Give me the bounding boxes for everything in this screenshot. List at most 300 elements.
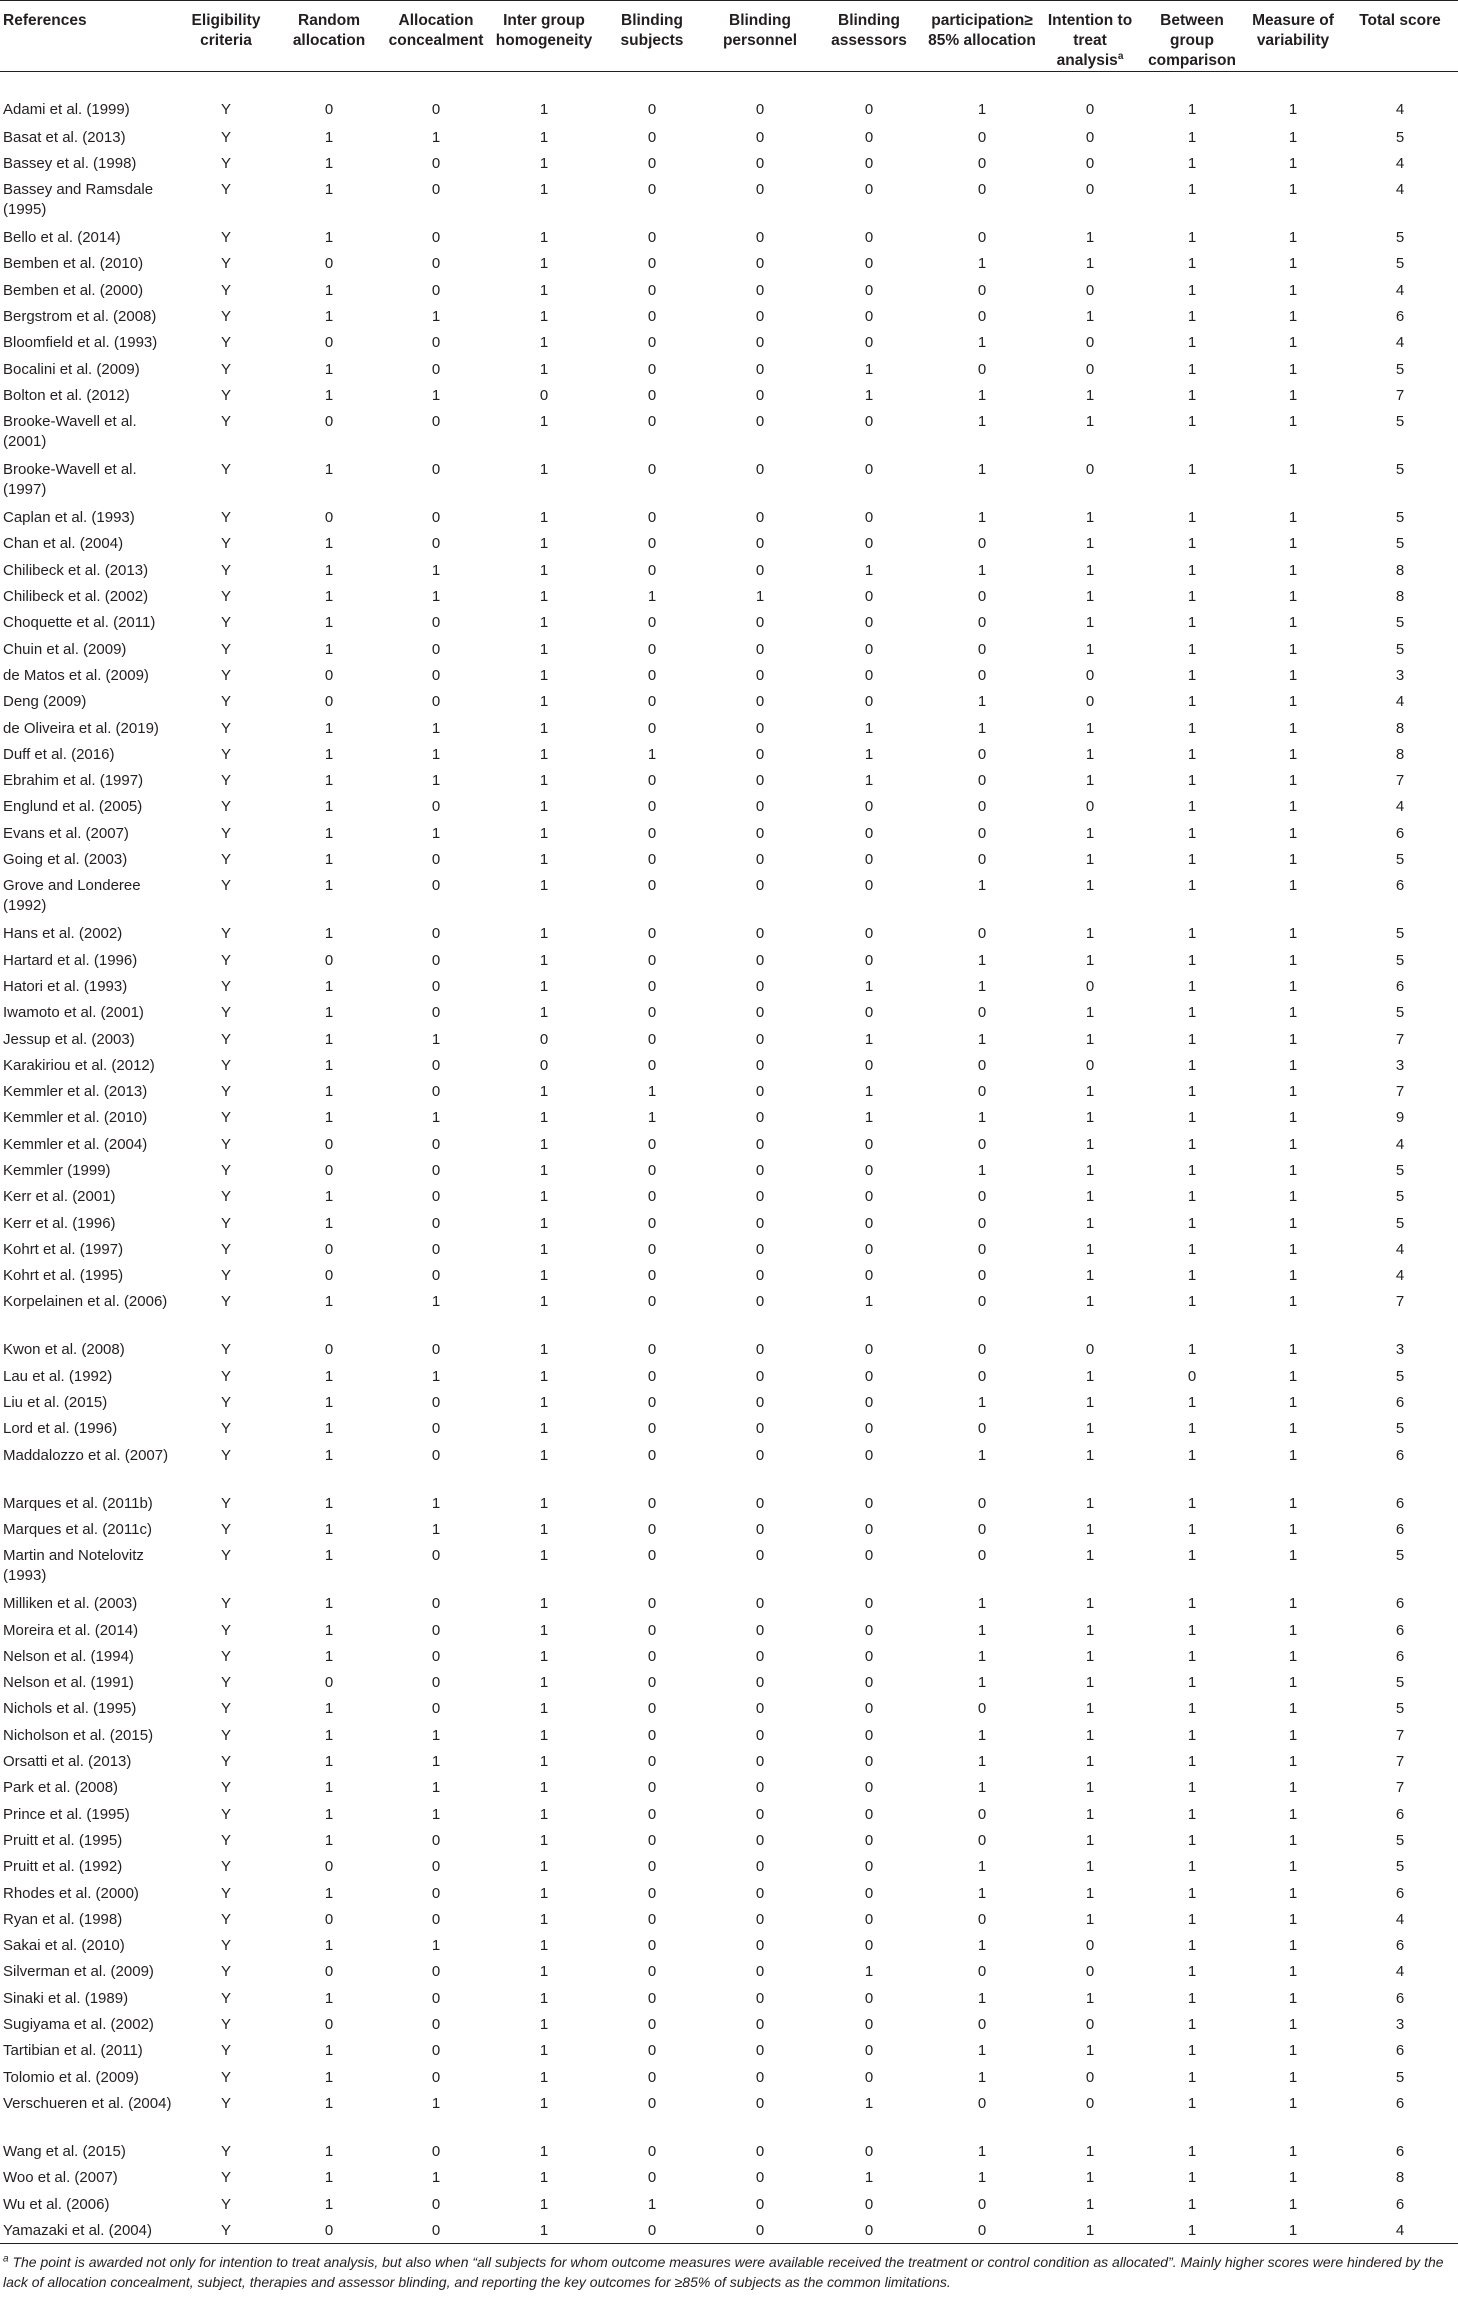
blinding-assessors-cell: 0 <box>864 1910 874 1928</box>
participation-85-cell: 0 <box>977 1293 987 1311</box>
blinding-assessors-cell: 0 <box>864 1367 874 1385</box>
random-allocation-cell: 1 <box>324 128 334 146</box>
blinding-personnel-cell: 0 <box>755 1700 765 1718</box>
blinding-personnel-cell: 0 <box>755 2068 765 2086</box>
eligibility-criteria-cell: Y <box>220 1188 231 1206</box>
total-score-cell: 4 <box>1395 693 1405 711</box>
reference-cell: de Oliveira et al. (2019) <box>3 719 159 737</box>
blinding-subjects-cell: 0 <box>647 877 657 895</box>
table-row <box>0 2191 1458 2217</box>
eligibility-criteria-cell: Y <box>220 334 231 352</box>
blinding-assessors-cell: 1 <box>864 1293 874 1311</box>
allocation-concealment-cell: 1 <box>431 2094 441 2112</box>
inter-group-homogeneity-cell: 0 <box>539 1030 549 1048</box>
blinding-subjects-cell: 0 <box>647 413 657 431</box>
random-allocation-cell: 0 <box>324 951 334 969</box>
between-group-comparison-cell: 1 <box>1187 535 1197 553</box>
blinding-personnel-cell: 0 <box>755 1831 765 1849</box>
participation-85-cell: 0 <box>977 1267 987 1285</box>
allocation-concealment-cell: 0 <box>431 1858 441 1876</box>
blinding-assessors-cell: 0 <box>864 181 874 199</box>
total-score-cell: 6 <box>1395 2142 1405 2160</box>
eligibility-criteria-cell: Y <box>220 851 231 869</box>
blinding-personnel-cell: 0 <box>755 2221 765 2239</box>
blinding-personnel-cell: 0 <box>755 824 765 842</box>
inter-group-homogeneity-cell: 1 <box>539 334 549 352</box>
total-score-cell: 6 <box>1395 2094 1405 2112</box>
inter-group-homogeneity-cell: 1 <box>539 154 549 172</box>
inter-group-homogeneity-cell: 1 <box>539 535 549 553</box>
blinding-assessors-cell: 0 <box>864 1162 874 1179</box>
blinding-personnel-cell: 0 <box>755 745 765 763</box>
blinding-subjects-cell: 0 <box>647 640 657 658</box>
eligibility-criteria-cell: Y <box>220 614 231 632</box>
between-group-comparison-cell: 1 <box>1187 2169 1197 2187</box>
random-allocation-cell: 1 <box>324 181 334 199</box>
between-group-comparison-cell: 1 <box>1187 307 1197 325</box>
table-row <box>0 1853 1458 1879</box>
participation-85-cell: 1 <box>977 101 987 118</box>
header-participation-85 <box>924 1 1040 72</box>
total-score-cell: 6 <box>1395 1884 1405 1902</box>
participation-85-cell: 1 <box>977 509 987 527</box>
between-group-comparison-cell: 1 <box>1187 877 1197 895</box>
header-blinding-subjects <box>598 1 706 72</box>
intention-to-treat-cell: 1 <box>1085 1240 1095 1258</box>
total-score-cell: 4 <box>1395 1135 1405 1153</box>
intention-to-treat-cell: 1 <box>1085 1753 1095 1771</box>
intention-to-treat-cell: 1 <box>1085 1135 1095 1153</box>
total-score-cell: 7 <box>1395 772 1405 790</box>
blinding-subjects-cell: 0 <box>647 229 657 247</box>
allocation-concealment-cell: 0 <box>431 181 441 199</box>
measure-of-variability-cell: 1 <box>1288 2195 1298 2213</box>
allocation-concealment-cell: 0 <box>431 2142 441 2160</box>
blinding-subjects-cell: 0 <box>647 1779 657 1797</box>
participation-85-cell: 0 <box>977 181 987 199</box>
blinding-assessors-cell: 0 <box>864 1135 874 1153</box>
blinding-subjects-cell: 0 <box>647 181 657 199</box>
allocation-concealment-cell: 1 <box>431 772 441 790</box>
table-row <box>0 741 1458 767</box>
total-score-cell: 3 <box>1395 1341 1405 1359</box>
intention-to-treat-cell: 1 <box>1085 824 1095 842</box>
participation-85-cell: 1 <box>977 1884 987 1902</box>
table-row <box>0 715 1458 741</box>
eligibility-criteria-cell: Y <box>220 877 231 895</box>
blinding-personnel-cell: 0 <box>755 561 765 579</box>
participation-85-cell: 0 <box>977 2094 987 2112</box>
inter-group-homogeneity-cell: 1 <box>539 2142 549 2160</box>
measure-of-variability-cell: 1 <box>1288 1214 1298 1232</box>
blinding-personnel-cell: 0 <box>755 1214 765 1232</box>
intention-to-treat-cell: 1 <box>1085 1030 1095 1048</box>
total-score-cell: 5 <box>1395 1367 1405 1385</box>
measure-of-variability-cell: 1 <box>1288 1779 1298 1797</box>
measure-of-variability-cell: 1 <box>1288 2042 1298 2060</box>
intention-to-treat-cell: 0 <box>1085 281 1095 299</box>
eligibility-criteria-cell: Y <box>220 2042 231 2060</box>
eligibility-criteria-cell: Y <box>220 1083 231 1101</box>
allocation-concealment-cell: 0 <box>431 1240 441 1258</box>
blinding-assessors-cell: 0 <box>864 307 874 325</box>
blinding-personnel-cell: 0 <box>755 334 765 352</box>
measure-of-variability-cell: 1 <box>1288 1621 1298 1639</box>
measure-of-variability-cell: 1 <box>1288 413 1298 431</box>
between-group-comparison-cell: 1 <box>1187 1520 1197 1538</box>
random-allocation-cell: 1 <box>324 1394 334 1412</box>
intention-to-treat-cell: 1 <box>1085 1700 1095 1718</box>
random-allocation-cell: 1 <box>324 229 334 247</box>
random-allocation-cell: 0 <box>324 101 334 118</box>
eligibility-criteria-cell: Y <box>220 1963 231 1981</box>
blinding-personnel-cell: 0 <box>755 798 765 816</box>
between-group-comparison-cell: 0 <box>1187 1367 1197 1385</box>
measure-of-variability-cell: 1 <box>1288 1188 1298 1206</box>
allocation-concealment-cell: 0 <box>431 1420 441 1438</box>
header-label: Allocation concealment <box>388 12 484 49</box>
between-group-comparison-cell: 1 <box>1187 1162 1197 1179</box>
random-allocation-cell: 1 <box>324 281 334 299</box>
between-group-comparison-cell: 1 <box>1187 1937 1197 1955</box>
total-score-cell: 5 <box>1395 535 1405 553</box>
blinding-personnel-cell: 0 <box>755 1240 765 1258</box>
total-score-cell: 5 <box>1395 413 1405 431</box>
blinding-assessors-cell: 0 <box>864 951 874 969</box>
intention-to-treat-cell: 0 <box>1085 461 1095 479</box>
allocation-concealment-cell: 0 <box>431 255 441 273</box>
measure-of-variability-cell: 1 <box>1288 1240 1298 1258</box>
random-allocation-cell: 1 <box>324 614 334 632</box>
measure-of-variability-cell: 1 <box>1288 772 1298 790</box>
intention-to-treat-cell: 0 <box>1085 977 1095 995</box>
intention-to-treat-cell: 1 <box>1085 951 1095 969</box>
participation-85-cell: 1 <box>977 1937 987 1955</box>
inter-group-homogeneity-cell: 1 <box>539 640 549 658</box>
allocation-concealment-cell: 1 <box>431 1293 441 1311</box>
allocation-concealment-cell: 1 <box>431 1779 441 1797</box>
participation-85-cell: 1 <box>977 977 987 995</box>
random-allocation-cell: 1 <box>324 1989 334 2007</box>
between-group-comparison-cell: 1 <box>1187 693 1197 711</box>
random-allocation-cell: 1 <box>324 1214 334 1232</box>
total-score-cell: 7 <box>1395 1293 1405 1311</box>
inter-group-homogeneity-cell: 1 <box>539 1494 549 1512</box>
eligibility-criteria-cell: Y <box>220 951 231 969</box>
blinding-personnel-cell: 0 <box>755 2042 765 2060</box>
blinding-assessors-cell: 0 <box>864 851 874 869</box>
intention-to-treat-cell: 0 <box>1085 128 1095 146</box>
participation-85-cell: 0 <box>977 925 987 943</box>
total-score-cell: 6 <box>1395 2195 1405 2213</box>
blinding-personnel-cell: 0 <box>755 1367 765 1385</box>
eligibility-criteria-cell: Y <box>220 719 231 737</box>
table-row <box>0 1958 1458 1984</box>
intention-to-treat-cell: 0 <box>1085 2068 1095 2086</box>
intention-to-treat-cell: 1 <box>1085 509 1095 527</box>
intention-to-treat-cell: 1 <box>1085 1293 1095 1311</box>
table-row <box>0 2138 1458 2164</box>
random-allocation-cell: 1 <box>324 2068 334 2086</box>
total-score-cell: 6 <box>1395 1647 1405 1665</box>
inter-group-homogeneity-cell: 1 <box>539 1884 549 1902</box>
table-row <box>0 973 1458 999</box>
blinding-subjects-cell: 0 <box>647 1520 657 1538</box>
inter-group-homogeneity-cell: 1 <box>539 1831 549 1849</box>
header-label: References <box>3 12 87 29</box>
random-allocation-cell: 1 <box>324 535 334 553</box>
reference-cell: Marques et al. (2011c) <box>3 1520 152 1538</box>
header-eligibility-criteria <box>176 1 276 72</box>
random-allocation-cell: 0 <box>324 1910 334 1928</box>
measure-of-variability-cell: 1 <box>1288 2094 1298 2112</box>
blinding-personnel-cell: 0 <box>755 1135 765 1153</box>
random-allocation-cell: 1 <box>324 561 334 579</box>
random-allocation-cell: 0 <box>324 693 334 711</box>
eligibility-criteria-cell: Y <box>220 1520 231 1538</box>
inter-group-homogeneity-cell: 1 <box>539 693 549 711</box>
eligibility-criteria-cell: Y <box>220 535 231 553</box>
measure-of-variability-cell: 1 <box>1288 851 1298 869</box>
between-group-comparison-cell: 1 <box>1187 2142 1197 2160</box>
intention-to-treat-cell: 1 <box>1085 925 1095 943</box>
allocation-concealment-cell: 1 <box>431 588 441 606</box>
footnote-text: The point is awarded not only for intention to treat analysis, but also when “all subjects for whom outcome measures were available received the treatment or control condition as allocated”. Mainly higher scores were hindered by the lack of allocation concealment, subject, therapies and assessor blinding, and reporting the key outcomes for ≥85% of subjects as the common limitations. <box>3 2253 1444 2290</box>
total-score-cell: 5 <box>1395 509 1405 527</box>
measure-of-variability-cell: 1 <box>1288 1056 1298 1074</box>
measure-of-variability-cell: 1 <box>1288 1700 1298 1718</box>
random-allocation-cell: 1 <box>324 877 334 895</box>
participation-85-cell: 1 <box>977 386 987 404</box>
random-allocation-cell: 1 <box>324 925 334 943</box>
participation-85-cell: 1 <box>977 693 987 711</box>
header-label: Blinding subjects <box>620 12 684 49</box>
random-allocation-cell: 1 <box>324 1520 334 1538</box>
eligibility-criteria-cell: Y <box>220 360 231 378</box>
blinding-personnel-cell: 0 <box>755 1056 765 1074</box>
eligibility-criteria-cell: Y <box>220 1595 231 1613</box>
random-allocation-cell: 0 <box>324 334 334 352</box>
blinding-assessors-cell: 0 <box>864 588 874 606</box>
blinding-personnel-cell: 0 <box>755 1910 765 1928</box>
participation-85-cell: 1 <box>977 1595 987 1613</box>
inter-group-homogeneity-cell: 1 <box>539 2094 549 2112</box>
eligibility-criteria-cell: Y <box>220 1162 231 1179</box>
random-allocation-cell: 1 <box>324 745 334 763</box>
participation-85-cell: 0 <box>977 1188 987 1206</box>
blinding-assessors-cell: 0 <box>864 1004 874 1022</box>
table-row <box>0 999 1458 1025</box>
random-allocation-cell: 1 <box>324 1753 334 1771</box>
inter-group-homogeneity-cell: 1 <box>539 413 549 431</box>
total-score-cell: 5 <box>1395 1831 1405 1849</box>
eligibility-criteria-cell: Y <box>220 745 231 763</box>
participation-85-cell: 0 <box>977 1494 987 1512</box>
between-group-comparison-cell: 1 <box>1187 1240 1197 1258</box>
table-row <box>0 609 1458 635</box>
eligibility-criteria-cell: Y <box>220 255 231 273</box>
intention-to-treat-cell: 1 <box>1085 1367 1095 1385</box>
blinding-subjects-cell: 0 <box>647 2094 657 2112</box>
eligibility-criteria-cell: Y <box>220 2068 231 2086</box>
total-score-cell: 6 <box>1395 877 1405 895</box>
blinding-subjects-cell: 0 <box>647 509 657 527</box>
blinding-assessors-cell: 0 <box>864 1188 874 1206</box>
blinding-subjects-cell: 0 <box>647 719 657 737</box>
allocation-concealment-cell: 1 <box>431 1367 441 1385</box>
eligibility-criteria-cell: Y <box>220 666 231 684</box>
table-row <box>0 1288 1458 1336</box>
total-score-cell: 7 <box>1395 1083 1405 1101</box>
reference-cell: Jessup et al. (2003) <box>3 1030 135 1048</box>
total-score-cell: 5 <box>1395 255 1405 273</box>
blinding-personnel-cell: 0 <box>755 281 765 299</box>
between-group-comparison-cell: 1 <box>1187 1674 1197 1692</box>
between-group-comparison-cell: 1 <box>1187 334 1197 352</box>
reference-cell: Bassey et al. (1998) <box>3 154 137 172</box>
blinding-subjects-cell: 0 <box>647 798 657 816</box>
allocation-concealment-cell: 0 <box>431 413 441 431</box>
between-group-comparison-cell: 1 <box>1187 1109 1197 1127</box>
blinding-assessors-cell: 0 <box>864 640 874 658</box>
blinding-personnel-cell: 0 <box>755 640 765 658</box>
blinding-assessors-cell: 0 <box>864 154 874 172</box>
random-allocation-cell: 1 <box>324 1884 334 1902</box>
inter-group-homogeneity-cell: 1 <box>539 1214 549 1232</box>
intention-to-treat-cell: 1 <box>1085 1162 1095 1179</box>
participation-85-cell: 1 <box>977 877 987 895</box>
allocation-concealment-cell: 0 <box>431 1135 441 1153</box>
table-row <box>0 1363 1458 1389</box>
inter-group-homogeneity-cell: 1 <box>539 2068 549 2086</box>
intention-to-treat-cell: 1 <box>1085 255 1095 273</box>
blinding-assessors-cell: 0 <box>864 1547 874 1565</box>
blinding-personnel-cell: 0 <box>755 1109 765 1127</box>
reference-cell: Lord et al. (1996) <box>3 1420 118 1438</box>
random-allocation-cell: 1 <box>324 154 334 172</box>
random-allocation-cell: 1 <box>324 1188 334 1206</box>
between-group-comparison-cell: 1 <box>1187 824 1197 842</box>
eligibility-criteria-cell: Y <box>220 1858 231 1876</box>
intention-to-treat-cell: 1 <box>1085 1884 1095 1902</box>
intention-to-treat-cell: 1 <box>1085 772 1095 790</box>
blinding-subjects-cell: 0 <box>647 255 657 273</box>
blinding-personnel-cell: 0 <box>755 925 765 943</box>
blinding-subjects-cell: 0 <box>647 2068 657 2086</box>
intention-to-treat-cell: 1 <box>1085 229 1095 247</box>
intention-to-treat-cell: 1 <box>1085 1267 1095 1285</box>
participation-85-cell: 1 <box>977 1647 987 1665</box>
participation-85-cell: 0 <box>977 1805 987 1823</box>
intention-to-treat-cell: 0 <box>1085 1937 1095 1955</box>
between-group-comparison-cell: 1 <box>1187 1831 1197 1849</box>
inter-group-homogeneity-cell: 1 <box>539 719 549 737</box>
allocation-concealment-cell: 0 <box>431 1341 441 1359</box>
random-allocation-cell: 1 <box>324 2169 334 2187</box>
intention-to-treat-cell: 1 <box>1085 1647 1095 1665</box>
eligibility-criteria-cell: Y <box>220 1937 231 1955</box>
intention-to-treat-cell: 1 <box>1085 1831 1095 1849</box>
blinding-assessors-cell: 1 <box>864 386 874 404</box>
blinding-subjects-cell: 0 <box>647 1884 657 1902</box>
reference-cell: de Matos et al. (2009) <box>3 666 149 684</box>
intention-to-treat-cell: 1 <box>1085 1520 1095 1538</box>
reference-cell: Nelson et al. (1994) <box>3 1647 134 1665</box>
allocation-concealment-cell: 1 <box>431 128 441 146</box>
total-score-cell: 5 <box>1395 128 1405 146</box>
blinding-subjects-cell: 0 <box>647 1367 657 1385</box>
blinding-subjects-cell: 0 <box>647 851 657 869</box>
inter-group-homogeneity-cell: 1 <box>539 1753 549 1771</box>
eligibility-criteria-cell: Y <box>220 640 231 658</box>
measure-of-variability-cell: 1 <box>1288 666 1298 684</box>
total-score-cell: 5 <box>1395 614 1405 632</box>
total-score-cell: 8 <box>1395 588 1405 606</box>
total-score-cell: 5 <box>1395 851 1405 869</box>
table-row <box>0 662 1458 688</box>
participation-85-cell: 1 <box>977 1858 987 1876</box>
blinding-assessors-cell: 0 <box>864 1726 874 1744</box>
measure-of-variability-cell: 1 <box>1288 1884 1298 1902</box>
measure-of-variability-cell: 1 <box>1288 255 1298 273</box>
table-row <box>0 1669 1458 1695</box>
measure-of-variability-cell: 1 <box>1288 614 1298 632</box>
blinding-subjects-cell: 0 <box>647 693 657 711</box>
inter-group-homogeneity-cell: 1 <box>539 877 549 895</box>
allocation-concealment-cell: 0 <box>431 877 441 895</box>
between-group-comparison-cell: 1 <box>1187 2195 1197 2213</box>
blinding-assessors-cell: 0 <box>864 1753 874 1771</box>
reference-cell: Brooke-Wavell et al. (1997) <box>3 461 137 499</box>
table-row <box>0 1210 1458 1236</box>
total-score-cell: 3 <box>1395 1056 1405 1074</box>
inter-group-homogeneity-cell: 1 <box>539 1910 549 1928</box>
between-group-comparison-cell: 1 <box>1187 1214 1197 1232</box>
blinding-personnel-cell: 0 <box>755 1420 765 1438</box>
blinding-assessors-cell: 1 <box>864 745 874 763</box>
allocation-concealment-cell: 0 <box>431 925 441 943</box>
intention-to-treat-cell: 0 <box>1085 1056 1095 1074</box>
between-group-comparison-cell: 1 <box>1187 772 1197 790</box>
blinding-personnel-cell: 0 <box>755 1595 765 1613</box>
blinding-personnel-cell: 0 <box>755 1520 765 1538</box>
measure-of-variability-cell: 1 <box>1288 1162 1298 1179</box>
reference-cell: Hatori et al. (1993) <box>3 977 128 995</box>
random-allocation-cell: 1 <box>324 1420 334 1438</box>
measure-of-variability-cell: 1 <box>1288 101 1298 118</box>
blinding-subjects-cell: 0 <box>647 386 657 404</box>
reference-cell: Rhodes et al. (2000) <box>3 1884 139 1902</box>
table-row <box>0 557 1458 583</box>
blinding-personnel-cell: 0 <box>755 154 765 172</box>
between-group-comparison-cell: 1 <box>1187 281 1197 299</box>
random-allocation-cell: 1 <box>324 2195 334 2213</box>
inter-group-homogeneity-cell: 1 <box>539 614 549 632</box>
inter-group-homogeneity-cell: 1 <box>539 1674 549 1692</box>
between-group-comparison-cell: 1 <box>1187 1910 1197 1928</box>
inter-group-homogeneity-cell: 1 <box>539 1595 549 1613</box>
allocation-concealment-cell: 0 <box>431 360 441 378</box>
blinding-personnel-cell: 0 <box>755 1963 765 1981</box>
between-group-comparison-cell: 1 <box>1187 1293 1197 1311</box>
measure-of-variability-cell: 1 <box>1288 1494 1298 1512</box>
reference-cell: Duff et al. (2016) <box>3 745 115 763</box>
eligibility-criteria-cell: Y <box>220 1753 231 1771</box>
between-group-comparison-cell: 1 <box>1187 1647 1197 1665</box>
between-group-comparison-cell: 1 <box>1187 2042 1197 2060</box>
participation-85-cell: 0 <box>977 640 987 658</box>
intention-to-treat-cell: 1 <box>1085 588 1095 606</box>
